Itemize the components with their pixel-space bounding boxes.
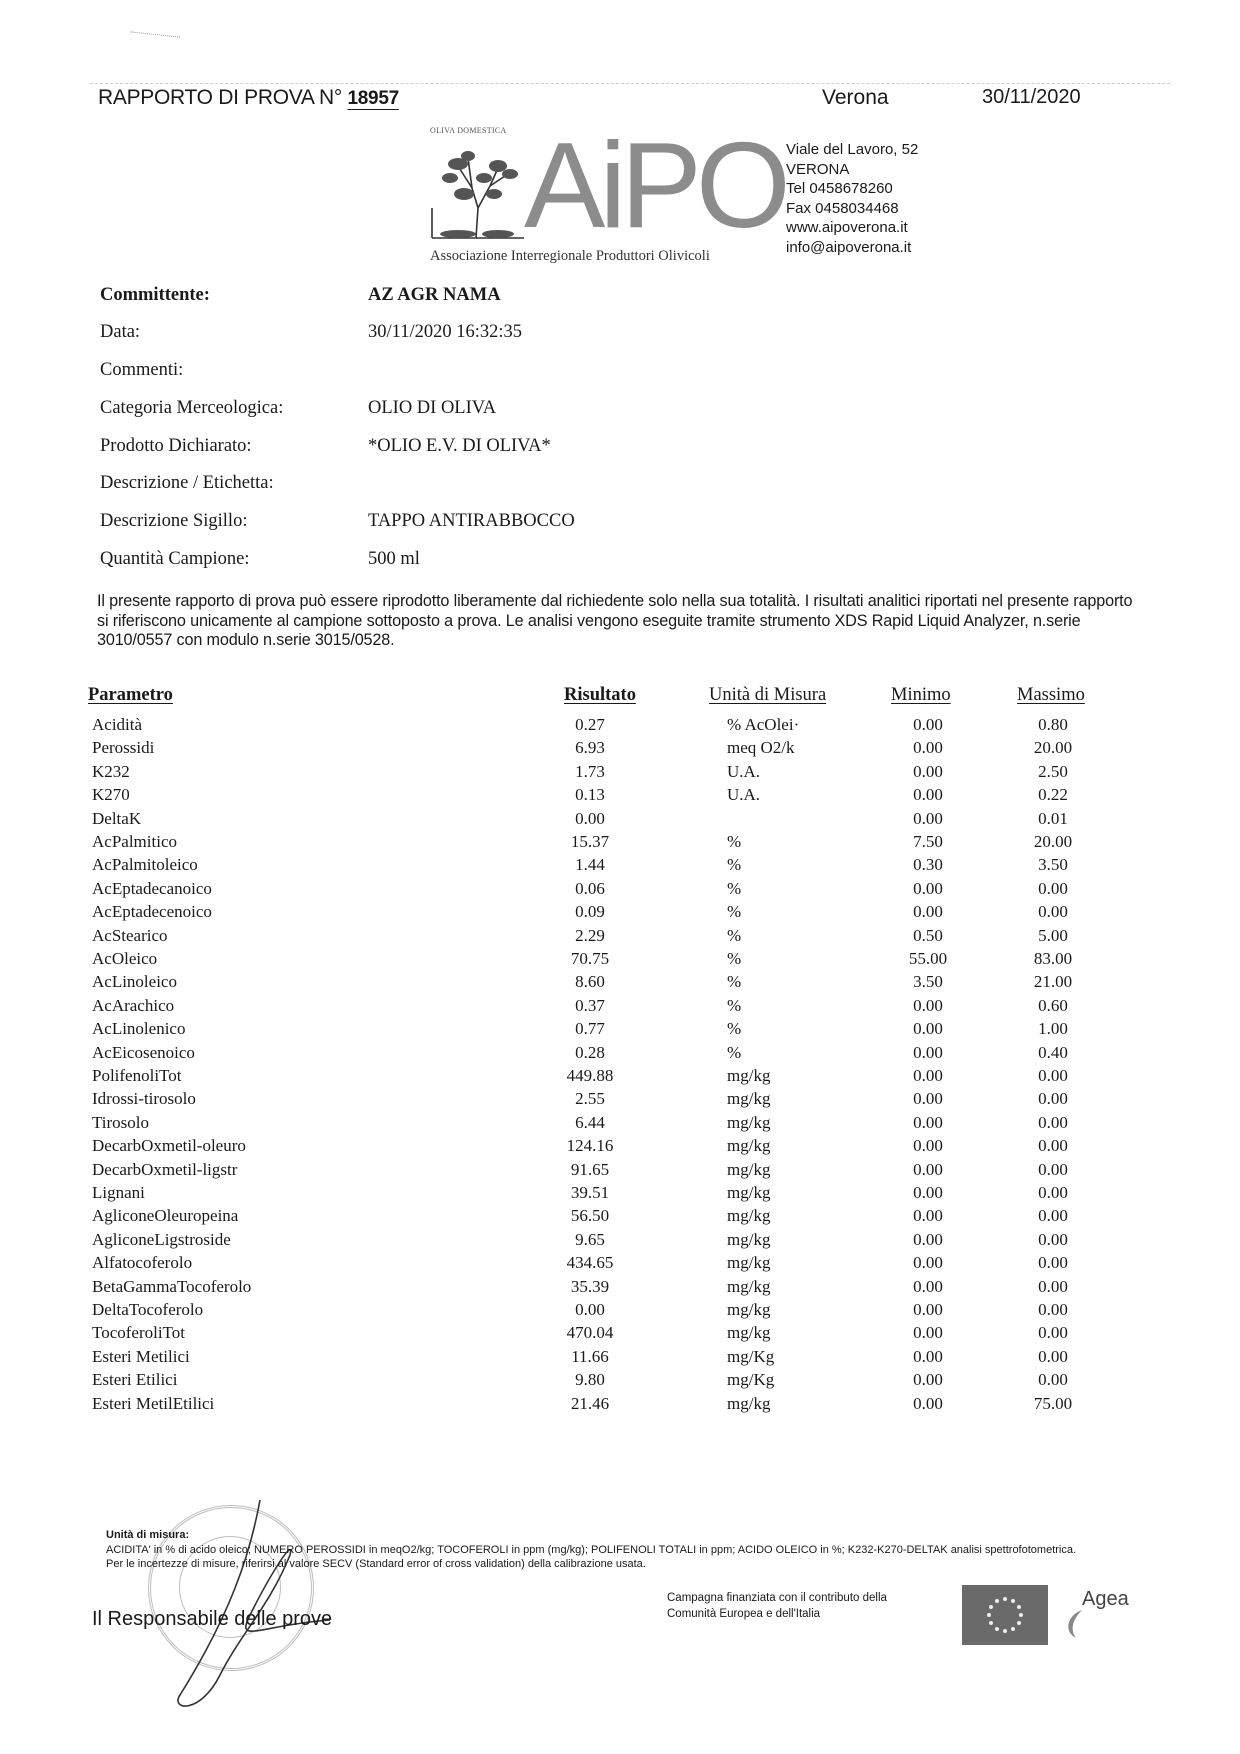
meta-value: *OLIO E.V. DI OLIVA*: [368, 436, 551, 456]
address-street: Viale del Lavoro, 52: [786, 141, 919, 158]
param-result: 0.00: [575, 1300, 605, 1319]
param-min: 0.00: [913, 1042, 943, 1062]
param-unit: % AcOlei·: [727, 715, 800, 734]
param-max: 75.00: [1033, 1393, 1073, 1413]
funding-note: [667, 1590, 887, 1622]
report-city: Verona: [822, 86, 889, 109]
param-name: BetaGammaTocoferolo: [92, 1276, 252, 1296]
param-min: 7.50: [913, 832, 943, 851]
param-result: 6.93: [575, 738, 605, 758]
param-max: 5.00: [1038, 925, 1068, 945]
param-result: 0.09: [575, 902, 605, 922]
param-min: 0.00: [913, 715, 943, 734]
param-result: 11.66: [571, 1346, 609, 1366]
table-row: [0, 1089, 1240, 1112]
param-max: 0.00: [1038, 1183, 1068, 1202]
meta-label: Descrizione Sigillo:: [100, 511, 248, 531]
address-fax: Fax 0458034468: [786, 199, 899, 217]
param-name: Alfatocoferolo: [92, 1253, 193, 1273]
table-row: [0, 809, 1240, 832]
param-unit: mg/kg: [727, 1066, 771, 1085]
param-unit: %: [727, 878, 742, 898]
param-min: 0.00: [913, 1206, 943, 1226]
param-result: 2.29: [575, 925, 605, 945]
meta-label: Prodotto Dichiarato:: [100, 436, 252, 456]
param-unit: %: [727, 1042, 742, 1062]
param-min: 0.00: [913, 1112, 943, 1132]
param-name: DecarbOxmetil-ligstr: [92, 1159, 238, 1179]
table-row: [0, 1136, 1240, 1159]
table-row: [0, 879, 1240, 902]
param-name: AcStearico: [92, 925, 168, 945]
param-result: 1.44: [575, 855, 605, 875]
param-max: 0.40: [1038, 1042, 1068, 1062]
units-note-title: Unità di misura:: [106, 1529, 190, 1541]
table-row: [0, 1019, 1240, 1042]
param-name: AcLinoleico: [92, 972, 177, 992]
param-max: 0.00: [1038, 1276, 1068, 1296]
meta-row-etichetta: [100, 473, 700, 499]
param-max: 20.00: [1033, 832, 1073, 851]
col-header-minimo: Minimo: [891, 685, 951, 705]
param-unit: %: [727, 925, 742, 945]
table-row: [0, 1230, 1240, 1253]
table-row: [0, 785, 1240, 808]
param-max: 20.00: [1033, 738, 1073, 758]
param-name: Esteri Etilici: [92, 1370, 178, 1390]
table-row: [0, 1300, 1240, 1323]
meta-row-prodotto: [100, 436, 700, 462]
logo-wordmark: AiPO: [524, 117, 785, 253]
table-row: [0, 1160, 1240, 1183]
param-result: 0.00: [575, 808, 605, 828]
agea-logo: [1062, 1588, 1132, 1648]
param-min: 0.00: [913, 902, 943, 922]
param-name: DeltaK: [92, 808, 142, 828]
param-unit: mg/kg: [727, 1089, 771, 1109]
table-row: [0, 1347, 1240, 1370]
param-max: 1.00: [1038, 1019, 1068, 1039]
param-unit: meq O2/k: [727, 738, 795, 758]
table-row: [0, 902, 1240, 925]
param-result: 91.65: [570, 1159, 610, 1179]
units-note-line2: Per le incertezze di misure, riferirsi al valore SECV (Standard error of cross validation) della calibrazione usata.: [106, 1558, 646, 1570]
param-name: AcEicosenoico: [92, 1042, 195, 1062]
meta-row-quantita: [100, 549, 700, 575]
meta-value: AZ AGR NAMA: [368, 285, 501, 305]
col-header-massimo: Massimo: [1017, 685, 1085, 705]
param-unit: mg/kg: [727, 1276, 771, 1296]
param-min: 0.00: [913, 1159, 943, 1179]
table-row: [0, 1277, 1240, 1300]
table-row: [0, 926, 1240, 949]
param-min: 0.00: [913, 785, 943, 805]
meta-value: 500 ml: [368, 549, 420, 569]
param-min: 0.00: [913, 1253, 943, 1273]
param-unit: %: [727, 995, 742, 1015]
param-name: PolifenoliTot: [92, 1066, 182, 1085]
param-min: 0.00: [913, 1276, 943, 1296]
disclaimer-paragraph: Il presente rapporto di prova può essere riprodotto liberamente dal richiedente solo nella sua totalità. I risultati analitici riportati nel presente rapporto si riferiscono unicamente al campione sottoposto a prova. Le analisi vengono eseguite tramite strumento XDS Rapid Liquid Analyzer, n.serie 3010/0557 con modulo n.serie 3015/0528.: [97, 592, 1133, 649]
param-name: AcEptadecenoico: [92, 902, 212, 922]
funding-line2: Comunità Europea e dell'Italia: [667, 1608, 821, 1620]
meta-row-data: [100, 322, 700, 348]
param-unit: mg/Kg: [727, 1346, 775, 1366]
param-min: 0.30: [913, 855, 943, 875]
param-max: 3.50: [1038, 855, 1068, 875]
param-name: K270: [92, 785, 130, 805]
param-name: Lignani: [92, 1183, 145, 1202]
responsible-signature-label: Il Responsabile delle prove: [92, 1608, 333, 1630]
param-unit: mg/kg: [727, 1393, 771, 1413]
param-unit: %: [727, 832, 742, 851]
meta-row-commenti: [100, 360, 700, 386]
param-min: 0.50: [913, 925, 943, 945]
param-max: 0.00: [1038, 902, 1068, 922]
table-row: [0, 1253, 1240, 1276]
param-max: 0.00: [1038, 878, 1068, 898]
param-unit: U.A.: [727, 761, 761, 781]
param-name: AcEptadecanoico: [92, 878, 212, 898]
param-unit: mg/kg: [727, 1229, 771, 1249]
param-name: AcPalmitoleico: [92, 855, 198, 875]
table-row: [0, 1066, 1240, 1089]
col-header-risultato: Risultato: [564, 685, 636, 705]
param-min: 0.00: [913, 1089, 943, 1109]
param-result: 9.80: [575, 1370, 605, 1390]
param-max: 0.00: [1038, 1066, 1068, 1085]
param-result: 0.06: [575, 878, 605, 898]
param-unit: mg/Kg: [727, 1370, 775, 1390]
param-name: AgliconeOleuropeina: [92, 1206, 239, 1226]
param-max: 0.00: [1038, 1346, 1068, 1366]
param-unit: mg/kg: [727, 1136, 771, 1156]
param-result: 70.75: [570, 949, 610, 968]
param-result: 0.27: [575, 715, 605, 734]
param-name: AcArachico: [92, 995, 175, 1015]
param-max: 0.00: [1038, 1253, 1068, 1273]
table-row: [0, 949, 1240, 972]
table-row: [0, 1113, 1240, 1136]
param-name: AcPalmitico: [92, 832, 177, 851]
param-max: 0.01: [1038, 808, 1068, 828]
meta-value: TAPPO ANTIRABBOCCO: [368, 511, 575, 531]
param-name: Perossidi: [92, 738, 155, 758]
param-max: 0.80: [1038, 715, 1068, 734]
meta-label: Descrizione / Etichetta:: [100, 473, 274, 493]
table-row: [0, 1043, 1240, 1066]
funding-line1: Campagna finanziata con il contributo della: [667, 1592, 887, 1604]
table-row: [0, 855, 1240, 878]
param-max: 0.00: [1038, 1300, 1068, 1319]
param-min: 0.00: [913, 878, 943, 898]
param-max: 0.00: [1038, 1089, 1068, 1109]
param-unit: %: [727, 1019, 742, 1039]
agea-wordmark: Agea: [1082, 1588, 1129, 1610]
param-min: 0.00: [913, 1229, 943, 1249]
meta-label: Quantità Campione:: [100, 549, 250, 569]
param-unit: mg/kg: [727, 1183, 771, 1202]
param-min: 0.00: [913, 808, 943, 828]
table-row: [0, 762, 1240, 785]
param-name: Tirosolo: [92, 1112, 150, 1132]
param-name: TocoferoliTot: [92, 1323, 185, 1343]
param-max: 0.00: [1038, 1370, 1068, 1390]
param-min: 0.00: [913, 995, 943, 1015]
olive-tree-icon: [428, 138, 528, 248]
param-unit: %: [727, 949, 742, 968]
meta-label: Commenti:: [100, 360, 184, 380]
meta-value: 30/11/2020 16:32:35: [368, 322, 522, 342]
param-min: 0.00: [913, 1019, 943, 1039]
address-city: VERONA: [786, 160, 850, 178]
param-result: 15.37: [570, 832, 610, 851]
header-divider: [90, 83, 1170, 84]
table-row: [0, 972, 1240, 995]
param-min: 0.00: [913, 761, 943, 781]
units-note-line1: ACIDITA' in % di acido oleico; NUMERO PEROSSIDI in meqO2/kg; TOCOFEROLI in ppm (mg/kg); POLIFENOLI TOTALI in ppm; ACIDO OLEICO in %; K232-K270-DELTAK analisi spettrofotometrica.: [106, 1543, 1077, 1556]
address-website[interactable]: www.aipoverona.it: [786, 219, 908, 236]
table-row: [0, 1323, 1240, 1346]
address-phone: Tel 0458678260: [786, 180, 893, 197]
param-result: 21.46: [570, 1393, 610, 1413]
col-header-unita: Unità di Misura: [709, 685, 827, 705]
param-unit: mg/kg: [727, 1323, 771, 1343]
table-row: [0, 1206, 1240, 1229]
aipo-logo: [428, 117, 788, 268]
param-result: 0.77: [575, 1019, 605, 1039]
report-title: [98, 86, 399, 110]
param-result: 434.65: [566, 1253, 614, 1273]
units-footnote: [106, 1528, 1136, 1572]
param-name: AgliconeLigstroside: [92, 1229, 231, 1249]
param-name: DecarbOxmetil-oleuro: [92, 1136, 246, 1156]
param-max: 0.00: [1038, 1323, 1068, 1343]
param-min: 0.00: [913, 1183, 943, 1202]
param-max: 83.00: [1033, 949, 1073, 968]
param-max: 0.22: [1038, 785, 1068, 805]
param-max: 0.00: [1038, 1112, 1068, 1132]
table-row: [0, 832, 1240, 855]
param-unit: mg/kg: [727, 1112, 771, 1132]
meta-label: Committente:: [100, 285, 210, 305]
param-unit: mg/kg: [727, 1159, 771, 1179]
table-row: [0, 1183, 1240, 1206]
logo-tagline: OLIVA DOMESTICA: [430, 126, 507, 135]
param-unit: mg/kg: [727, 1253, 771, 1273]
param-unit: %: [727, 902, 742, 922]
param-name: Esteri Metilici: [92, 1346, 190, 1366]
param-result: 39.51: [570, 1183, 610, 1202]
param-result: 449.88: [566, 1066, 614, 1085]
meta-value: OLIO DI OLIVA: [368, 398, 497, 418]
param-result: 0.13: [575, 785, 605, 805]
param-min: 0.00: [913, 1393, 943, 1413]
meta-label: Data:: [100, 322, 141, 342]
param-max: 21.00: [1033, 972, 1073, 992]
param-max: 0.00: [1038, 1206, 1068, 1226]
param-result: 470.04: [566, 1323, 614, 1343]
scan-mark: [130, 31, 180, 41]
param-name: K232: [92, 761, 130, 781]
col-header-parametro: Parametro: [88, 685, 173, 705]
param-min: 0.00: [913, 1323, 943, 1343]
param-name: DeltaTocoferolo: [92, 1300, 204, 1319]
param-unit: %: [727, 855, 742, 875]
param-name: Acidità: [92, 715, 143, 734]
param-result: 124.16: [566, 1136, 614, 1156]
report-number: 18957: [347, 88, 399, 109]
param-result: 2.55: [575, 1089, 605, 1109]
param-max: 0.00: [1038, 1136, 1068, 1156]
param-unit: %: [727, 972, 742, 992]
param-result: 9.65: [575, 1229, 605, 1249]
report-label: RAPPORTO DI PROVA N°: [98, 86, 342, 109]
agea-swirl-icon: [1062, 1606, 1090, 1642]
param-name: AcOleico: [92, 949, 158, 968]
param-result: 0.37: [575, 995, 605, 1015]
address-block: [786, 140, 918, 257]
param-result: 8.60: [575, 972, 605, 992]
report-date: 30/11/2020: [982, 86, 1081, 108]
param-result: 56.50: [570, 1206, 610, 1226]
param-unit: mg/kg: [727, 1300, 771, 1319]
table-row: [0, 1370, 1240, 1393]
param-min: 0.00: [913, 1066, 943, 1085]
param-min: 0.00: [913, 1300, 943, 1319]
param-unit: U.A.: [727, 785, 761, 805]
param-min: 3.50: [913, 972, 943, 992]
param-unit: mg/kg: [727, 1206, 771, 1226]
table-row: [0, 715, 1240, 738]
param-result: 1.73: [575, 761, 605, 781]
param-name: Esteri MetilEtilici: [92, 1393, 215, 1413]
param-max: 0.00: [1038, 1229, 1068, 1249]
meta-row-categoria: [100, 398, 700, 424]
meta-row-sigillo: [100, 511, 700, 537]
param-min: 0.00: [913, 1136, 943, 1156]
param-name: Idrossi-tirosolo: [92, 1089, 196, 1109]
param-max: 0.00: [1038, 1159, 1068, 1179]
table-row: [0, 996, 1240, 1019]
param-result: 6.44: [575, 1112, 605, 1132]
param-result: 0.28: [575, 1042, 605, 1062]
param-max: 2.50: [1038, 761, 1068, 781]
eu-flag-icon: [962, 1585, 1048, 1645]
param-min: 55.00: [908, 949, 948, 968]
param-max: 0.60: [1038, 995, 1068, 1015]
meta-row-committente: [100, 285, 700, 311]
param-min: 0.00: [913, 738, 943, 758]
param-result: 35.39: [570, 1276, 610, 1296]
param-min: 0.00: [913, 1370, 943, 1390]
logo-subtitle: Associazione Interregionale Produttori Olivicoli: [430, 248, 710, 264]
param-name: AcLinolenico: [92, 1019, 186, 1039]
address-email[interactable]: info@aipoverona.it: [786, 238, 912, 256]
meta-label: Categoria Merceologica:: [100, 398, 284, 418]
param-min: 0.00: [913, 1346, 943, 1366]
table-row: [0, 738, 1240, 761]
table-row: [0, 1394, 1240, 1417]
